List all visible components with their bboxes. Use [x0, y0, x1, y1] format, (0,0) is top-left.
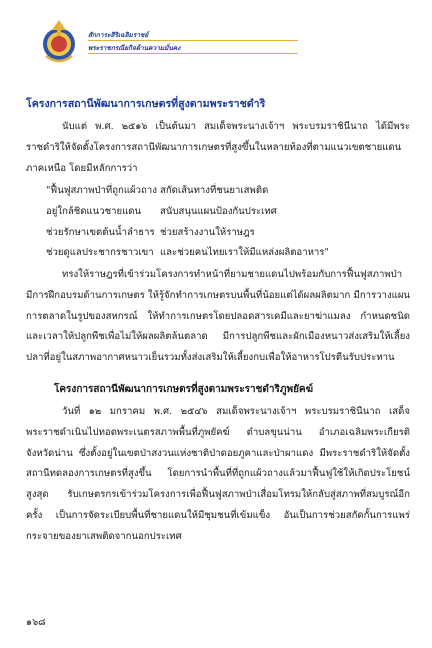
motto-left: "ฟื้นฟูสภาพป่าที่ถูกแผ้วถาง: [46, 185, 157, 196]
page-header: [38, 18, 398, 66]
body-paragraph-3: [26, 402, 410, 548]
motto-left: ช่วยรักษาเขตต้นน้ำลำธาร: [46, 226, 155, 238]
page-number: ๑๖๘: [26, 617, 46, 628]
motto-verse: [46, 181, 406, 264]
motto-row: [46, 223, 406, 244]
intro-text: นับแต่ พ.ศ. ๒๕๑๖ เป็นต้นมา สมเด็จพระนางเจ้าฯ พระบรมราชินีนาถ ได้มีพระราชดำริให้จัดตั้งโครงการสถานีพัฒนาการเกษตรที่สูงขึ้นในหลายท้องที่ตามแนวเขตชายแดนภาคเหนือ โดยมีหลักการว่า: [26, 121, 410, 174]
motto-left: ช่วยดูแลประชากรชาวเขา: [46, 247, 154, 259]
motto-left: อยู่ใกล้ชิดแนวชายแดน: [46, 205, 142, 217]
motto-right: สกัดเส้นทางที่ชนยาเสพติด: [160, 185, 269, 196]
motto-row: [46, 243, 406, 264]
motto-right: ช่วยสร้างงานให้ราษฎร: [160, 226, 255, 238]
intro-paragraph: [26, 117, 410, 179]
motto-row: [46, 181, 406, 202]
royal-emblem-icon: [38, 18, 80, 66]
paragraph-3-text: วันที่ ๑๒ มกราคม พ.ศ. ๒๕๔๖ สมเด็จพระนางเจ้าฯ พระบรมราชินีนาถ เสด็จพระราชดำเนินไปทอดพระเนตรสภาพพื้นที่ภูพยัคฆ์ ตำบลขุนน่าน อำเภอเฉลิมพระเกียรติ จังหวัดน่าน ซึ่งตั้งอยู่ในเขตป่าสงวนแห่งชาติป่าดอยภูคาและป่าผาแดง มีพระราชดำริให้จัดตั้งสถานีทดลองการเกษตรที่สูงขึ้น โดยการนำพื้นที่ที่ถูกแผ้วถางแล้วมาฟื้นฟูใช้ให้เกิดประโยชน์สูงสุด รับเกษตรกรเข้าร่วมโครงการเพื่อฟื้นฟูสภาพป่าเสื่อมโทรมให้กลับสู่สภาพที่สมบูรณ์อีกครั้ง เป็นการจัดระเบียบพื้นที่ชายแดนให้มีชุมชนที่เข้มแข็ง อันเป็นการช่วยสกัดกั้นการแพร่กระจายของยาเสพติดจากนอกประเทศ: [26, 406, 410, 542]
sub-section-title: โครงการสถานีพัฒนาการเกษตรที่สูงตามพระราชดำริภูพยัคฆ์: [54, 384, 314, 395]
motto-right: สนับสนุนแผนป้องกันประเทศ: [160, 205, 277, 217]
body-paragraph-2: [26, 265, 410, 369]
header-line-1: สักการะสิริเฉลิมราชย์: [88, 30, 298, 41]
header-line-2: พระราชกรณียกิจด้านความมั่นคง: [88, 43, 298, 54]
motto-row: [46, 202, 406, 223]
motto-right: และช่วยคนไทยเราให้มีแหล่งผลิตอาหาร": [160, 247, 329, 259]
section-title: โครงการสถานีพัฒนาการเกษตรที่สูงตามพระราชดำริ: [26, 98, 266, 110]
paragraph-2-text: ทรงให้ราษฎรที่เข้าร่วมโครงการทำหน้าที่ยามชายแดนไปพร้อมกับการฟื้นฟูสภาพป่า มีการฝึกอบรมด้านการเกษตร ให้รู้จักทำการเกษตรบนพื้นที่น้อยแต่ได้ผลผลิตมาก มีการวางแผนการตลาดในรูปของสหกรณ์ ให้ทำการเกษตรโดยปลอดสารเคมีและยาฆ่าแมลง กำหนดชนิดและเวลาให้ปลูกพืชเพื่อไม่ให้ผลผลิตล้นตลาด มีการปลูกพืชและผักเมืองหนาวส่งเสริมให้เลี้ยงปลาที่อยู่ในสภาพอากาศหนาวเย็นรวมทั้งส่งเสริมให้เลี้ยงกบเพื่อให้อาหารโปรตีนรับประทาน: [26, 269, 410, 364]
